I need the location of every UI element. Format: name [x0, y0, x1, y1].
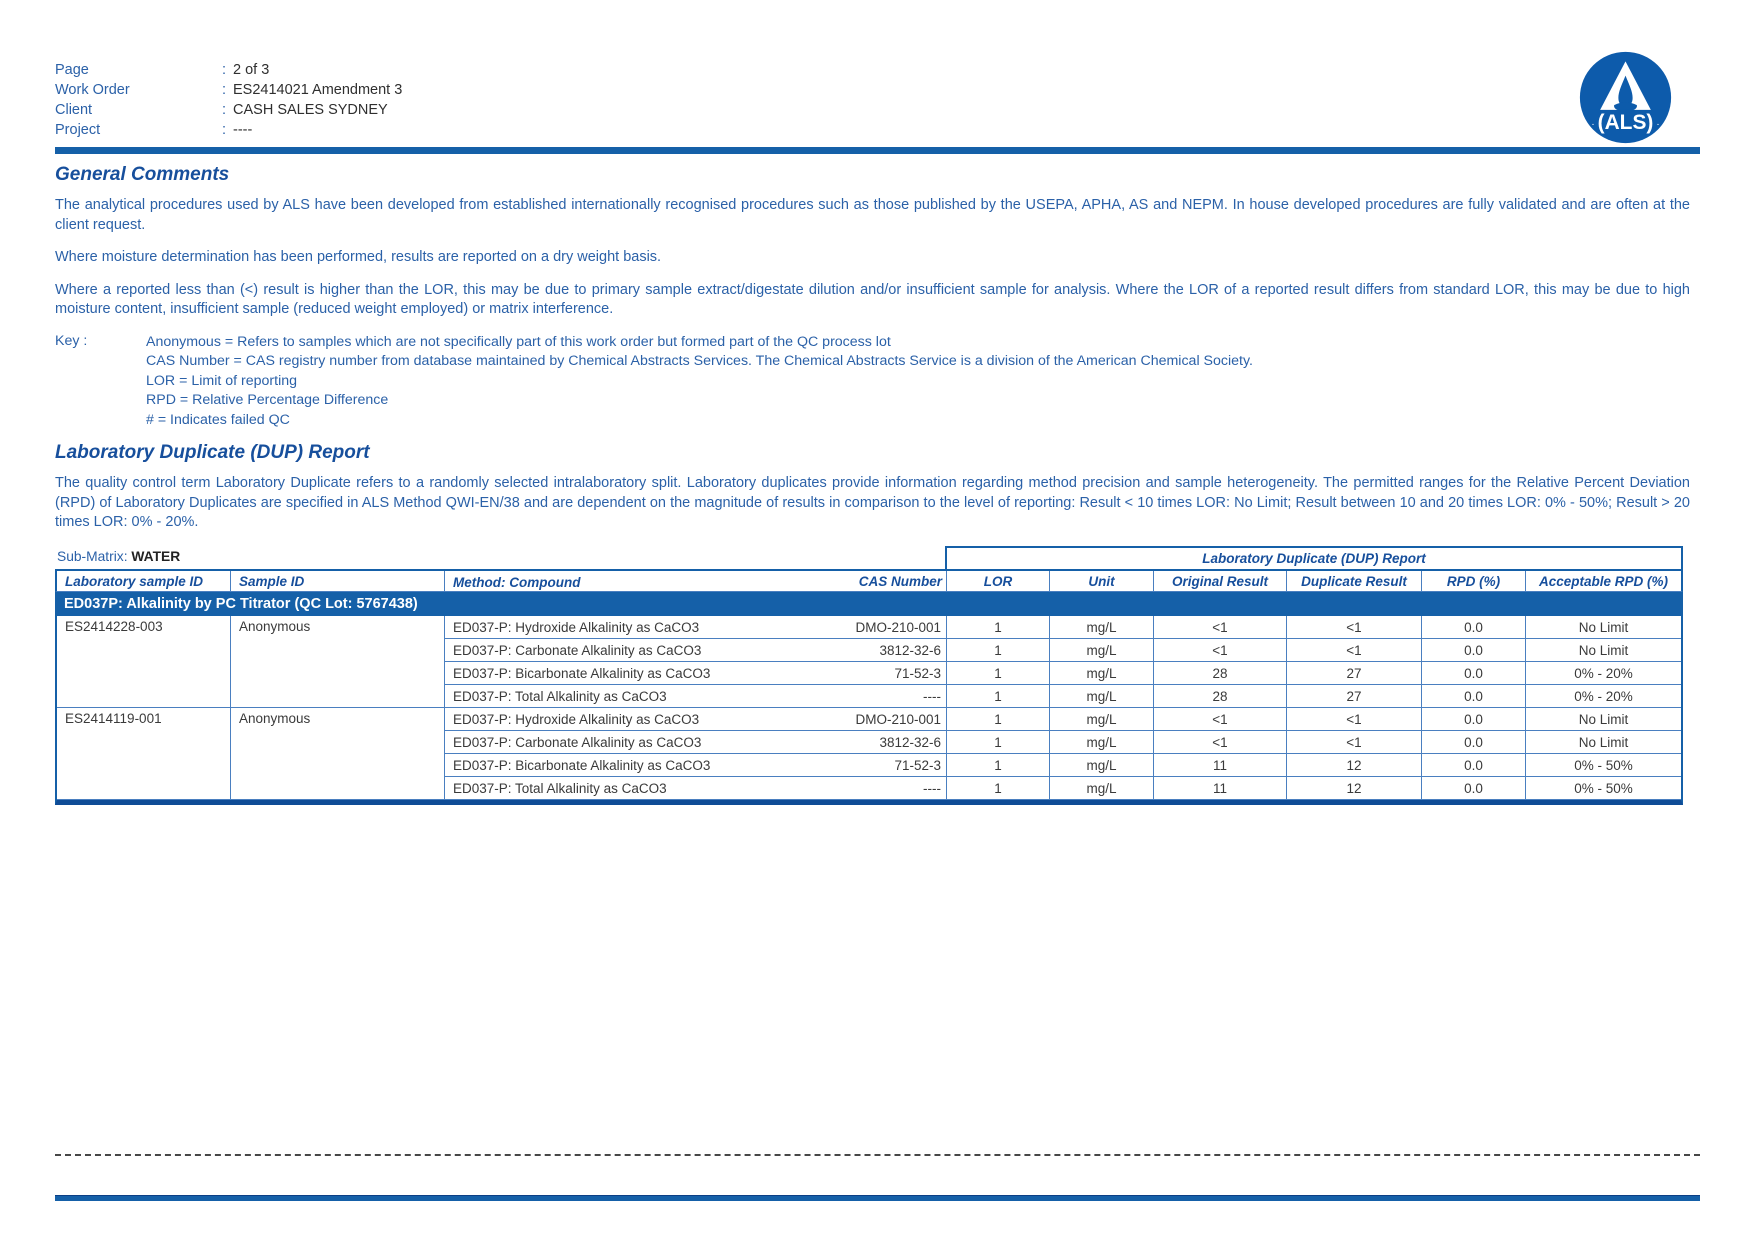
original-result-cell: 11: [1154, 777, 1287, 800]
compound-name: ED037-P: Bicarbonate Alkalinity as CaCO3: [453, 757, 711, 773]
col-header-method-compound: Method: Compound: [453, 575, 581, 590]
original-result-cell: 28: [1154, 662, 1287, 685]
col-header-duplicate-result: Duplicate Result: [1287, 571, 1422, 591]
work-order-value: ES2414021 Amendment 3: [233, 82, 403, 98]
duplicate-result-cell: 27: [1287, 662, 1422, 685]
acceptable-rpd-cell: 0% - 50%: [1526, 777, 1681, 800]
general-comments-paragraph: Where a reported less than (<) result is higher than the LOR, this may be due to primary sample extract/digestate dilution and/or insufficient sample for analysis. Where the LOR of a reported result differs from standard LOR, this may be due to high moisture content, insufficient sample (reduced weight employed) or matrix interference.: [55, 281, 1690, 318]
rpd-cell: 0.0: [1422, 685, 1526, 708]
dup-table-spanner-row: [55, 546, 1683, 569]
key-label: Key :: [55, 332, 88, 349]
col-header-unit: Unit: [1050, 571, 1154, 591]
dup-table-header-row: [55, 569, 1683, 592]
key-block: [55, 333, 1690, 431]
col-header-acceptable-rpd: Acceptable RPD (%): [1538, 573, 1669, 589]
field-label: Work Order: [55, 82, 130, 98]
method-compound-cell: [445, 685, 947, 708]
cas-number: DMO-210-001: [855, 711, 941, 727]
original-result-cell: 28: [1154, 685, 1287, 708]
report-header: [55, 60, 955, 140]
client-value: CASH SALES SYDNEY: [233, 102, 388, 118]
field-colon: :: [222, 122, 227, 138]
lor-cell: 1: [947, 639, 1050, 662]
sample-group: [57, 616, 1681, 708]
unit-cell: mg/L: [1050, 754, 1154, 777]
field-label: Page: [55, 62, 89, 78]
method-compound-cell: [445, 616, 947, 639]
dup-table-section: [55, 546, 1690, 805]
cas-number: ----: [923, 688, 941, 704]
col-header-sample-id: Sample ID: [231, 571, 445, 591]
cas-number: 71-52-3: [894, 757, 941, 773]
duplicate-result-cell: 12: [1287, 754, 1422, 777]
header-field-client: [55, 100, 955, 120]
duplicate-result-cell: <1: [1287, 708, 1422, 731]
header-field-work-order: [55, 80, 955, 100]
duplicate-result-cell: 12: [1287, 777, 1422, 800]
compound-name: ED037-P: Total Alkalinity as CaCO3: [453, 780, 667, 796]
field-label: Client: [55, 102, 93, 118]
col-header-cas-number: CAS Number: [858, 573, 942, 589]
unit-cell: mg/L: [1050, 616, 1154, 639]
general-comments-title: General Comments: [55, 164, 230, 185]
project-value: ----: [233, 122, 253, 138]
method-compound-cell: [445, 639, 947, 662]
lab-sample-id-cell: ES2414228-003: [57, 616, 231, 708]
key-item: LOR = Limit of reporting: [146, 372, 298, 389]
duplicate-result-cell: 27: [1287, 685, 1422, 708]
als-logo-svg: [1578, 50, 1673, 145]
dup-report-intro: The quality control term Laboratory Duplicate refers to a randomly selected intralaboratory split. Laboratory duplicates provide information regarding method precision and sample heterogeneity. The permitted ranges for the Relative Percent Deviation (RPD) of Laboratory Duplicates are specified in ALS Method QWI-EN/38 and are dependent on the magnitude of results in comparison to the level of reporting: Result < 10 times LOR: No Limit; Result between 10 and 20 times LOR: 0% - 50%; Result > 20 times LOR: 0% - 20%.: [55, 475, 1690, 531]
method-compound-cell: [445, 754, 947, 777]
key-item: RPD = Relative Percentage Difference: [146, 392, 389, 409]
general-comments-paragraph: The analytical procedures used by ALS have been developed from established internationally recognised procedures such as those published by the USEPA, APHA, AS and NEPM. In house developed procedures are fully validated and are often at the client request.: [55, 197, 1690, 233]
dup-report-title: Laboratory Duplicate (DUP) Report: [55, 442, 370, 464]
compound-name: ED037-P: Carbonate Alkalinity as CaCO3: [453, 734, 702, 750]
original-result-cell: <1: [1154, 616, 1287, 639]
acceptable-rpd-cell: No Limit: [1526, 639, 1681, 662]
duplicate-result-cell: <1: [1287, 639, 1422, 662]
duplicate-result-cell: <1: [1287, 731, 1422, 754]
sample-id-cell: Anonymous: [231, 708, 445, 800]
method-compound-cell: [445, 708, 947, 731]
compound-name: ED037-P: Bicarbonate Alkalinity as CaCO3: [453, 665, 711, 681]
lor-cell: 1: [947, 731, 1050, 754]
sub-matrix-value: WATER: [131, 549, 181, 564]
acceptable-rpd-cell: 0% - 20%: [1526, 662, 1681, 685]
acceptable-rpd-cell: No Limit: [1526, 708, 1681, 731]
spanner-title: Laboratory Duplicate (DUP) Report: [945, 546, 1683, 569]
method-group-header: ED037P: Alkalinity by PC Titrator (QC Lot: 5767438): [55, 592, 1683, 616]
footer-dashed-divider: [55, 1154, 1700, 1156]
field-colon: :: [222, 102, 227, 118]
unit-cell: mg/L: [1050, 685, 1154, 708]
rpd-cell: 0.0: [1422, 639, 1526, 662]
lor-cell: 1: [947, 685, 1050, 708]
unit-cell: mg/L: [1050, 731, 1154, 754]
duplicate-result-cell: <1: [1287, 616, 1422, 639]
header-field-page: [55, 60, 955, 80]
lor-cell: 1: [947, 616, 1050, 639]
field-label: Project: [55, 122, 101, 138]
als-logo-text: (ALS): [1597, 110, 1654, 134]
rpd-cell: 0.0: [1422, 777, 1526, 800]
field-colon: :: [222, 82, 227, 98]
col-header-lor: LOR: [947, 571, 1050, 591]
sub-matrix: [57, 549, 180, 564]
cas-number: ----: [923, 780, 941, 796]
unit-cell: mg/L: [1050, 639, 1154, 662]
header-divider: [55, 147, 1700, 154]
header-field-project: [55, 120, 955, 140]
rpd-cell: 0.0: [1422, 616, 1526, 639]
method-compound-cell: [445, 731, 947, 754]
original-result-cell: <1: [1154, 639, 1287, 662]
footer-divider: [55, 1195, 1700, 1201]
acceptable-rpd-cell: No Limit: [1526, 731, 1681, 754]
field-colon: :: [222, 62, 227, 78]
lor-cell: 1: [947, 777, 1050, 800]
lab-sample-id-cell: ES2414119-001: [57, 708, 231, 800]
key-item: # = Indicates failed QC: [146, 411, 290, 428]
page-number: 2 of 3: [233, 62, 270, 78]
unit-cell: mg/L: [1050, 777, 1154, 800]
dup-table: [55, 546, 1683, 805]
original-result-cell: <1: [1154, 708, 1287, 731]
rpd-cell: 0.0: [1422, 662, 1526, 685]
original-result-cell: 11: [1154, 754, 1287, 777]
cas-number: 3812-32-6: [879, 734, 941, 750]
col-header-lab-sample-id: Laboratory sample ID: [57, 571, 231, 591]
lor-cell: 1: [947, 708, 1050, 731]
compound-name: ED037-P: Total Alkalinity as CaCO3: [453, 688, 667, 704]
rpd-cell: 0.0: [1422, 731, 1526, 754]
sample-group: [57, 708, 1681, 800]
spanner-spacer: [55, 546, 945, 569]
key-item: CAS Number = CAS registry number from database maintained by Chemical Abstracts Services. The Chemical Abstracts Service is a division of the American Chemical Society.: [146, 353, 1253, 370]
key-items: [146, 333, 1253, 431]
col-header-rpd: RPD (%): [1422, 571, 1526, 591]
unit-cell: mg/L: [1050, 708, 1154, 731]
cas-number: DMO-210-001: [855, 619, 941, 635]
method-compound-cell: [445, 777, 947, 800]
compound-name: ED037-P: Hydroxide Alkalinity as CaCO3: [453, 619, 700, 635]
lor-cell: 1: [947, 754, 1050, 777]
acceptable-rpd-cell: 0% - 20%: [1526, 685, 1681, 708]
key-item: Anonymous = Refers to samples which are not specifically part of this work order but formed part of the QC process lot: [146, 333, 891, 350]
compound-name: ED037-P: Carbonate Alkalinity as CaCO3: [453, 642, 702, 658]
sample-id-cell: Anonymous: [231, 616, 445, 708]
sub-matrix-label: Sub-Matrix:: [57, 549, 128, 564]
acceptable-rpd-cell: No Limit: [1526, 616, 1681, 639]
method-compound-cell: [445, 662, 947, 685]
dup-table-groups: [55, 616, 1683, 805]
col-header-method-cas: [445, 571, 947, 591]
lor-cell: 1: [947, 662, 1050, 685]
cas-number: 3812-32-6: [879, 642, 941, 658]
general-comments-paragraph: Where moisture determination has been performed, results are reported on a dry weight basis.: [55, 249, 662, 266]
cas-number: 71-52-3: [894, 665, 941, 681]
rpd-cell: 0.0: [1422, 708, 1526, 731]
als-logo-icon: [1578, 50, 1673, 145]
rpd-cell: 0.0: [1422, 754, 1526, 777]
original-result-cell: <1: [1154, 731, 1287, 754]
acceptable-rpd-cell: 0% - 50%: [1526, 754, 1681, 777]
report-body: [55, 158, 1690, 805]
unit-cell: mg/L: [1050, 662, 1154, 685]
compound-name: ED037-P: Hydroxide Alkalinity as CaCO3: [453, 711, 700, 727]
col-header-original-result: Original Result: [1154, 571, 1287, 591]
